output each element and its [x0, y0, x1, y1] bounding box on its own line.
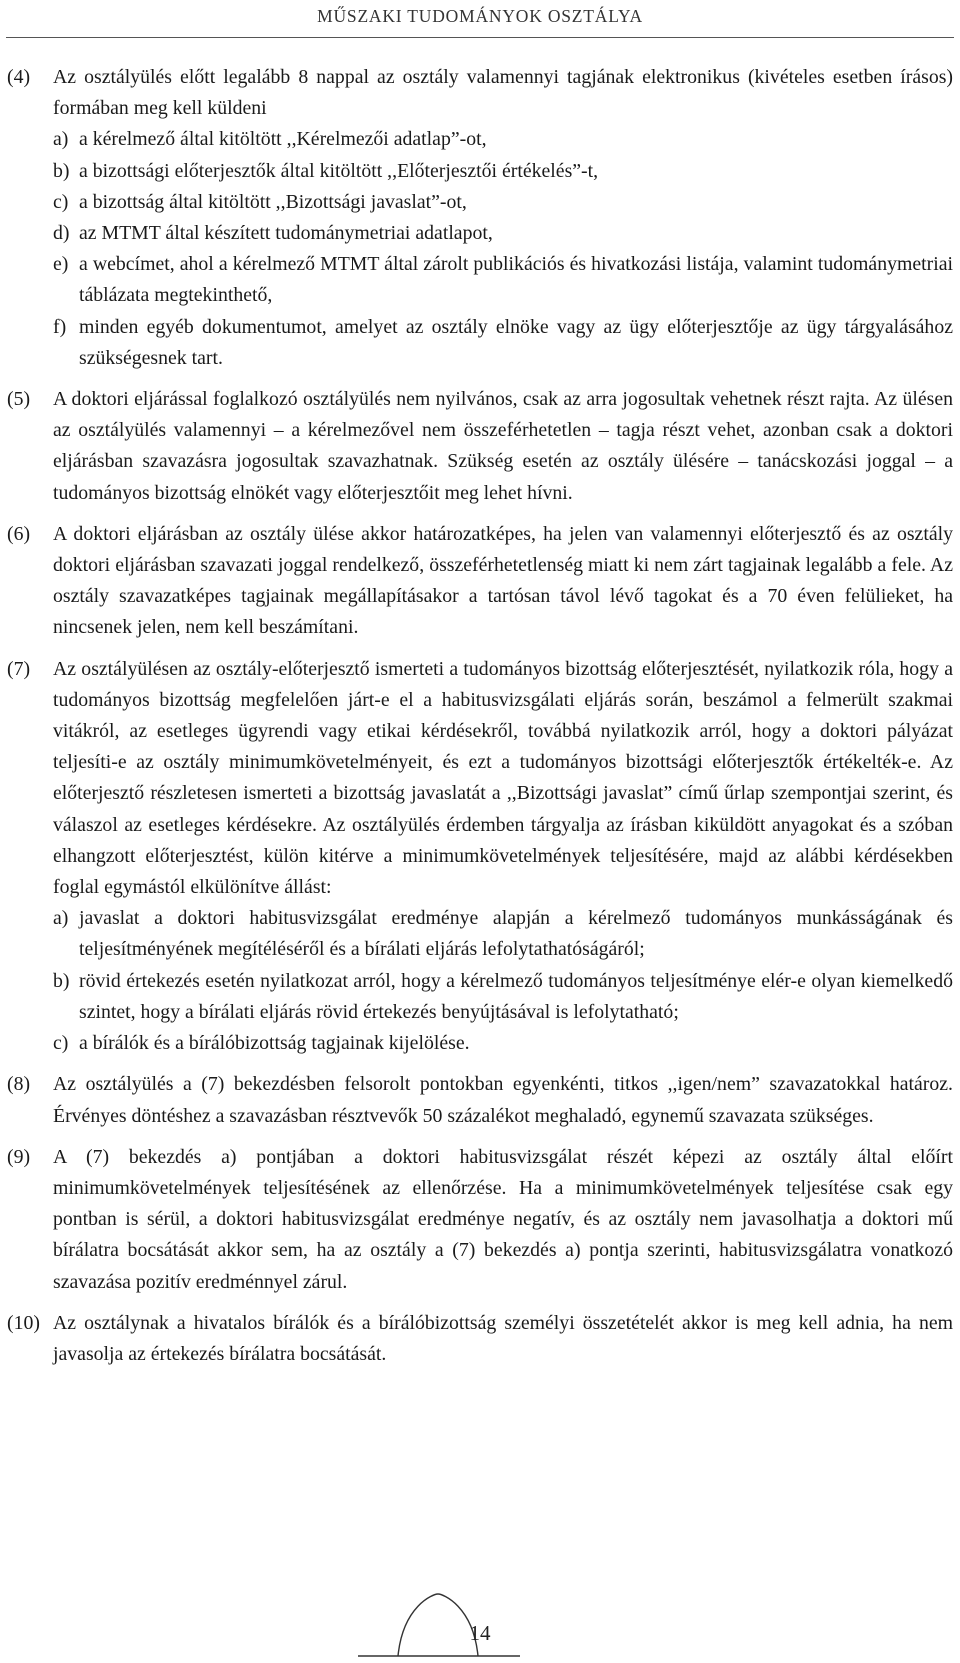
list-item	[53, 187, 953, 218]
paragraph-text: Az osztályülés előtt legalább 8 nappal az osztály valamennyi tagjának elektronikus (kivételes esetben írásos) formában meg kell küldeni	[53, 66, 953, 120]
header-rule	[6, 37, 954, 38]
list-item-text: az MTMT által készített tudománymetriai adatlapot,	[79, 222, 493, 245]
paragraph-text: Az osztályülésen az osztály-előterjesztő ismerteti a tudományos bizottság előterjesztését, nyilatkozik róla, hogy a tudományos bizottság megfelelően járt-e el a habitusvizsgálati eljárás során, beszámol a felmerült szakmai vitákról, az esetleges ügyrendi vagy etikai kérdésekről, továbbá nyilatkozik arról, hogy a doktori pályázat teljesíti-e az osztály minimumkövetelményeit, és ezt a tudományos bizottsági előterjesztők értékelték-e. Az előterjesztő részletesen ismerteti a bizottság javaslatát a ,,Bizottsági javaslat” című űrlap szempontjai szerint, és válaszol az esetleges kérdésekre. Az osztályülés érdemben tárgyalja az írásban kiküldött anyagokat és a szóban elhangzott előterjesztést, külön kitérve a minimumkövetelmények teljesítésére, majd az alábbi kérdésekben foglal egymástól elkülönítve állást:	[53, 657, 953, 899]
document-body	[7, 62, 953, 1370]
paragraph-number: (9)	[7, 1145, 31, 1168]
paragraph-text: Az osztályülés a (7) bekezdésben felsorolt pontokban egyenkénti, titkos ,,igen/nem” szavazatokkal határoz. Érvényes döntéshez a szavazásban résztvevők 50 százalékot meghaladó, egynemű szavazata szükséges.	[53, 1073, 953, 1127]
paragraph-text: Az osztálynak a hivatalos bírálók és a bírálóbizottság személyi összetételét akkor is meg kell adnia, ha nem javasolja az értekezés bírálatra bocsátását.	[53, 1311, 953, 1365]
list-item	[53, 249, 953, 311]
paragraph-number: (8)	[7, 1073, 31, 1096]
list-item-letter: a)	[53, 907, 69, 930]
paragraph-number: (10)	[7, 1311, 40, 1334]
paragraph-9	[7, 1142, 953, 1298]
paragraph-4	[7, 62, 953, 374]
list-item-letter: c)	[53, 190, 69, 213]
list-item-letter: a)	[53, 128, 69, 151]
list-item-text: minden egyéb dokumentumot, amelyet az osztály elnöke vagy az ügy előterjesztője az ügy tárgyalásához szükségesnek tart.	[79, 315, 953, 369]
list-item-text: javaslat a doktori habitusvizsgálat eredménye alapján a kérelmező tudományos munkásságának és teljesítményének megítéléséről és a bírálati eljárás lefolytathatóságáról;	[79, 907, 953, 961]
paragraph-6	[7, 519, 953, 644]
paragraph-text: A (7) bekezdés a) pontjában a doktori habitusvizsgálat részét képezi az osztály által előírt minimumkövetelmények teljesítésének az ellenőrzése. Ha a minimumkövetelmények teljesítése csak egy pontban is sérül, a doktori habitusvizsgálat eredménye negatív, és az osztály nem javasolhatja a doktori mű bírálatra bocsátását akkor sem, ha az osztály a (7) bekezdés a) pontja szerinti, habitusvizsgálatra vonatkozó szavazása pozitív eredménnyel zárul.	[53, 1145, 953, 1293]
list-item	[53, 218, 953, 249]
paragraph-number: (5)	[7, 388, 31, 411]
list-item-letter: b)	[53, 159, 70, 182]
list-item	[53, 312, 953, 374]
list-item-text: rövid értekezés esetén nyilatkozat arról, hogy a kérelmező tudományos teljesítménye elér-e olyan kiemelkedő szintet, hogy a bírálati eljárás rövid értekezés benyújtásával is lefolytatható;	[79, 969, 953, 1023]
paragraph-text: A doktori eljárással foglalkozó osztályülés nem nyilvános, csak az arra jogosultak vehetnek részt rajta. Az ülésen az osztályülés valamennyi – a kérelmezővel nem összeférhetetlen – tagja részt vehet, azonban csak a doktori eljárásban szavazásra jogosultak szavazhatnak. Szükség esetén az osztály ülésére – tanácskozási joggal – a tudományos bizottság elnökét vagy előterjesztőit meg lehet hívni.	[53, 388, 953, 504]
paragraph-number: (6)	[7, 522, 31, 545]
list-item-text: a kérelmező által kitöltött ,,Kérelmezői adatlap”-ot,	[79, 128, 487, 151]
list-item	[53, 1028, 953, 1059]
list-item-letter: c)	[53, 1032, 69, 1055]
list-item-text: a bizottság által kitöltött ,,Bizottsági javaslat”-ot,	[79, 190, 467, 213]
paragraph-5	[7, 384, 953, 509]
list-item	[53, 966, 953, 1028]
paragraph-number: (4)	[7, 66, 31, 88]
paragraph-10	[7, 1308, 953, 1370]
list-item	[53, 903, 953, 965]
list-item-text: a webcímet, ahol a kérelmező MTMT által zárolt publikációs és hivatkozási listája, valamint tudománymetriai táblázata megtekinthető,	[79, 253, 953, 307]
list-item-letter: f)	[53, 315, 67, 338]
list-item-text: a bírálók és a bírálóbizottság tagjainak kijelölése.	[79, 1032, 470, 1055]
paragraph-7	[7, 654, 953, 1060]
section-title: MŰSZAKI TUDOMÁNYOK OSZTÁLYA	[317, 6, 643, 26]
list-item-letter: e)	[53, 253, 69, 276]
list-item-text: a bizottsági előterjesztők által kitöltött ,,Előterjesztői értékelés”-t,	[79, 159, 599, 182]
page-footer	[0, 1586, 960, 1663]
running-header	[0, 0, 960, 40]
page-number: 14	[469, 1621, 491, 1645]
list-item-letter: d)	[53, 222, 70, 245]
paragraph-8	[7, 1069, 953, 1131]
paragraph-text: A doktori eljárásban az osztály ülése akkor határozatképes, ha jelen van valamennyi előterjesztő és az osztály doktori eljárásban szavazati joggal rendelkező, összeférhetetlenség miatt ki nem zárt tagjainak legalább a fele. Az osztály szavazatképes tagjainak megállapításakor a tartósan távol lévő tagokat és a 70 éven felülieket, ha nincsenek jelen, nem kell beszámítani.	[53, 522, 953, 639]
list-item-letter: b)	[53, 969, 70, 992]
list-item	[53, 156, 953, 187]
list-item	[53, 124, 953, 155]
paragraph-number: (7)	[7, 657, 31, 680]
